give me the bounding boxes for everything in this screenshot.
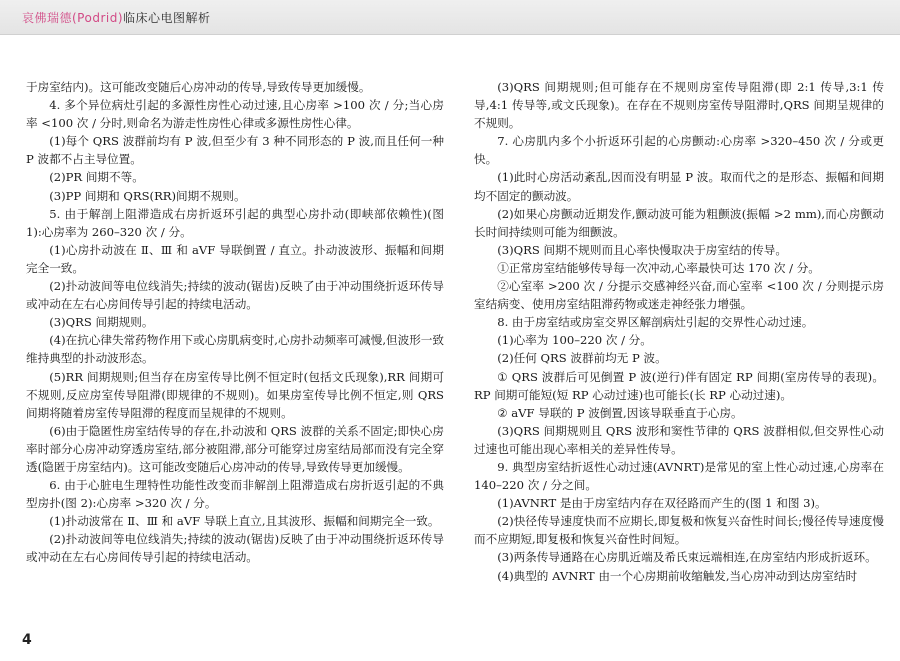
paragraph: 6. 由于心脏电生理特性功能性改变而非解剖上阻滞造成右房折返引起的不典型房扑(图 2):心房率 >320 次 / 分。 <box>26 478 444 511</box>
left-text-column <box>26 78 444 567</box>
paragraph: (2)PR 间期不等。 <box>49 170 144 185</box>
paragraph: ② aVF 导联的 P 波倒置,因该导联垂直于心房。 <box>497 405 743 420</box>
paragraph: (2)扑动波间等电位线消失;持续的波动(锯齿)反映了由于冲动围绕折返环传导或冲动在左右心房间传导引起的持续电活动。 <box>26 279 444 312</box>
paragraph: (1)心率为 100–220 次 / 分。 <box>497 333 652 348</box>
paragraph: 5. 由于解剖上阻滞造成右房折返环引起的典型心房扑动(即峡部依赖性)(图 1):心房率为 260–320 次 / 分。 <box>26 206 444 239</box>
paragraph: (1)扑动波常在 Ⅱ、Ⅲ 和 aVF 导联上直立,且其波形、振幅和间期完全一致。 <box>49 514 440 529</box>
paragraph: (2)如果心房颤动近期发作,颤动波可能为粗颤波(振幅 >2 mm),而心房颤动长时间持续则可能为细颤波。 <box>474 206 884 239</box>
paragraph: 4. 多个异位病灶引起的多源性房性心动过速,且心房率 >100 次 / 分;当心房率 <100 次 / 分时,则命名为游走性房性心律或多源性房性心律。 <box>26 98 444 131</box>
paragraph: ① QRS 波群后可见倒置 P 波(逆行)伴有固定 RP 间期(室房传导的表现)。RP 间期可能短(短 RP 心动过速)也可能长(长 RP 心动过速)。 <box>474 369 884 402</box>
paragraph: (1)心房扑动波在 Ⅱ、Ⅲ 和 aVF 导联倒置 / 直立。扑动波波形、振幅和间期完全一致。 <box>26 242 444 275</box>
paragraph: 9. 典型房室结折返性心动过速(AVNRT)是常见的室上性心动过速,心房率在 140–220 次 / 分之间。 <box>474 459 884 493</box>
paragraph: (3)QRS 间期规则且 QRS 波形和窦性节律的 QRS 波群相似,但交界性心动过速也可能出现心率相关的差异性传导。 <box>474 423 884 456</box>
paragraph: (1)AVNRT 是由于房室结内存在双径路而产生的(图 1 和图 3)。 <box>497 496 827 511</box>
right-text-column <box>474 78 884 585</box>
paragraph: (1)此时心房活动紊乱,因而没有明显 P 波。取而代之的是形态、振幅和间期均不固定的颤动波。 <box>474 170 884 203</box>
page-number: 4 <box>22 632 32 648</box>
paragraph: (1)每个 QRS 波群前均有 P 波,但至少有 3 种不同形态的 P 波,而且任何一种 P 波都不占主导位置。 <box>26 134 444 167</box>
paragraph: ②心室率 >200 次 / 分提示交感神经兴奋,而心室率 <100 次 / 分则提示房室结病变、使用房室结阻滞药物或迷走神经张力增强。 <box>474 279 884 312</box>
paragraph: 7. 心房肌内多个小折返环引起的心房颤动:心房率 >320–450 次 / 分或更快。 <box>474 134 884 167</box>
paragraph: (2)扑动波间等电位线消失;持续的波动(锯齿)反映了由于冲动围绕折返环传导或冲动在左右心房间传导引起的持续电活动。 <box>26 532 444 565</box>
running-header <box>0 0 900 35</box>
paragraph: ①正常房室结能够传导每一次冲动,心率最快可达 170 次 / 分。 <box>497 260 820 275</box>
paragraph: (3)QRS 间期规则;但可能存在不规则房室传导阻滞(即 2:1 传导,3:1 传导,4:1 传导等,或文氏现象)。在存在不规则房室传导阻滞时,QRS 间期呈规律的不规则。 <box>474 80 884 131</box>
header-author: 哀佛瑞德(Podrid) <box>22 11 124 25</box>
paragraph: (3)两条传导通路在心房肌近端及希氏束远端相连,在房室结内形成折返环。 <box>497 550 877 565</box>
paragraph: (6)由于隐匿性房室结传导的存在,扑动波和 QRS 波群的关系不固定;即快心房率时部分心房冲动穿透房室结,部分被阻滞,部分可能穿过房室结局部而没有完全穿透(隐匿于房室结内)。这可能改变随后心房冲动的传导,导致传导更加缓慢。 <box>26 423 444 474</box>
header-title <box>22 9 211 26</box>
paragraph: (5)RR 间期规则;但当存在房室传导比例不恒定时(包括文氏现象),RR 间期可不规则,反应房室传导阻滞(即规律的不规则)。如果房室传导比例不恒定,则 QRS 间期将随着房室传导阻滞的程度而呈规律的不规则。 <box>26 369 444 420</box>
paragraph: (4)典型的 AVNRT 由一个心房期前收缩触发,当心房冲动到达房室结时 <box>497 568 858 583</box>
header-book-title: 临床心电图解析 <box>123 11 211 25</box>
paragraph: (2)任何 QRS 波群前均无 P 波。 <box>497 351 667 366</box>
paragraph: (2)快径传导速度快而不应期长,即复极和恢复兴奋性时间长;慢径传导速度慢而不应期短,即复极和恢复兴奋性时间短。 <box>474 514 884 547</box>
paragraph: 8. 由于房室结或房室交界区解剖病灶引起的交界性心动过速。 <box>497 315 814 330</box>
paragraph: (4)在抗心律失常药物作用下或心房肌病变时,心房扑动频率可减慢,但波形一致维持典型的扑动波形态。 <box>26 333 444 366</box>
paragraph: (3)QRS 间期规则。 <box>49 315 154 330</box>
paragraph: (3)PP 间期和 QRS(RR)间期不规则。 <box>49 188 246 203</box>
paragraph: (3)QRS 间期不规则而且心率快慢取决于房室结的传导。 <box>497 242 787 257</box>
paragraph: 于房室结内)。这可能改变随后心房冲动的传导,导致传导更加缓慢。 <box>26 80 371 94</box>
